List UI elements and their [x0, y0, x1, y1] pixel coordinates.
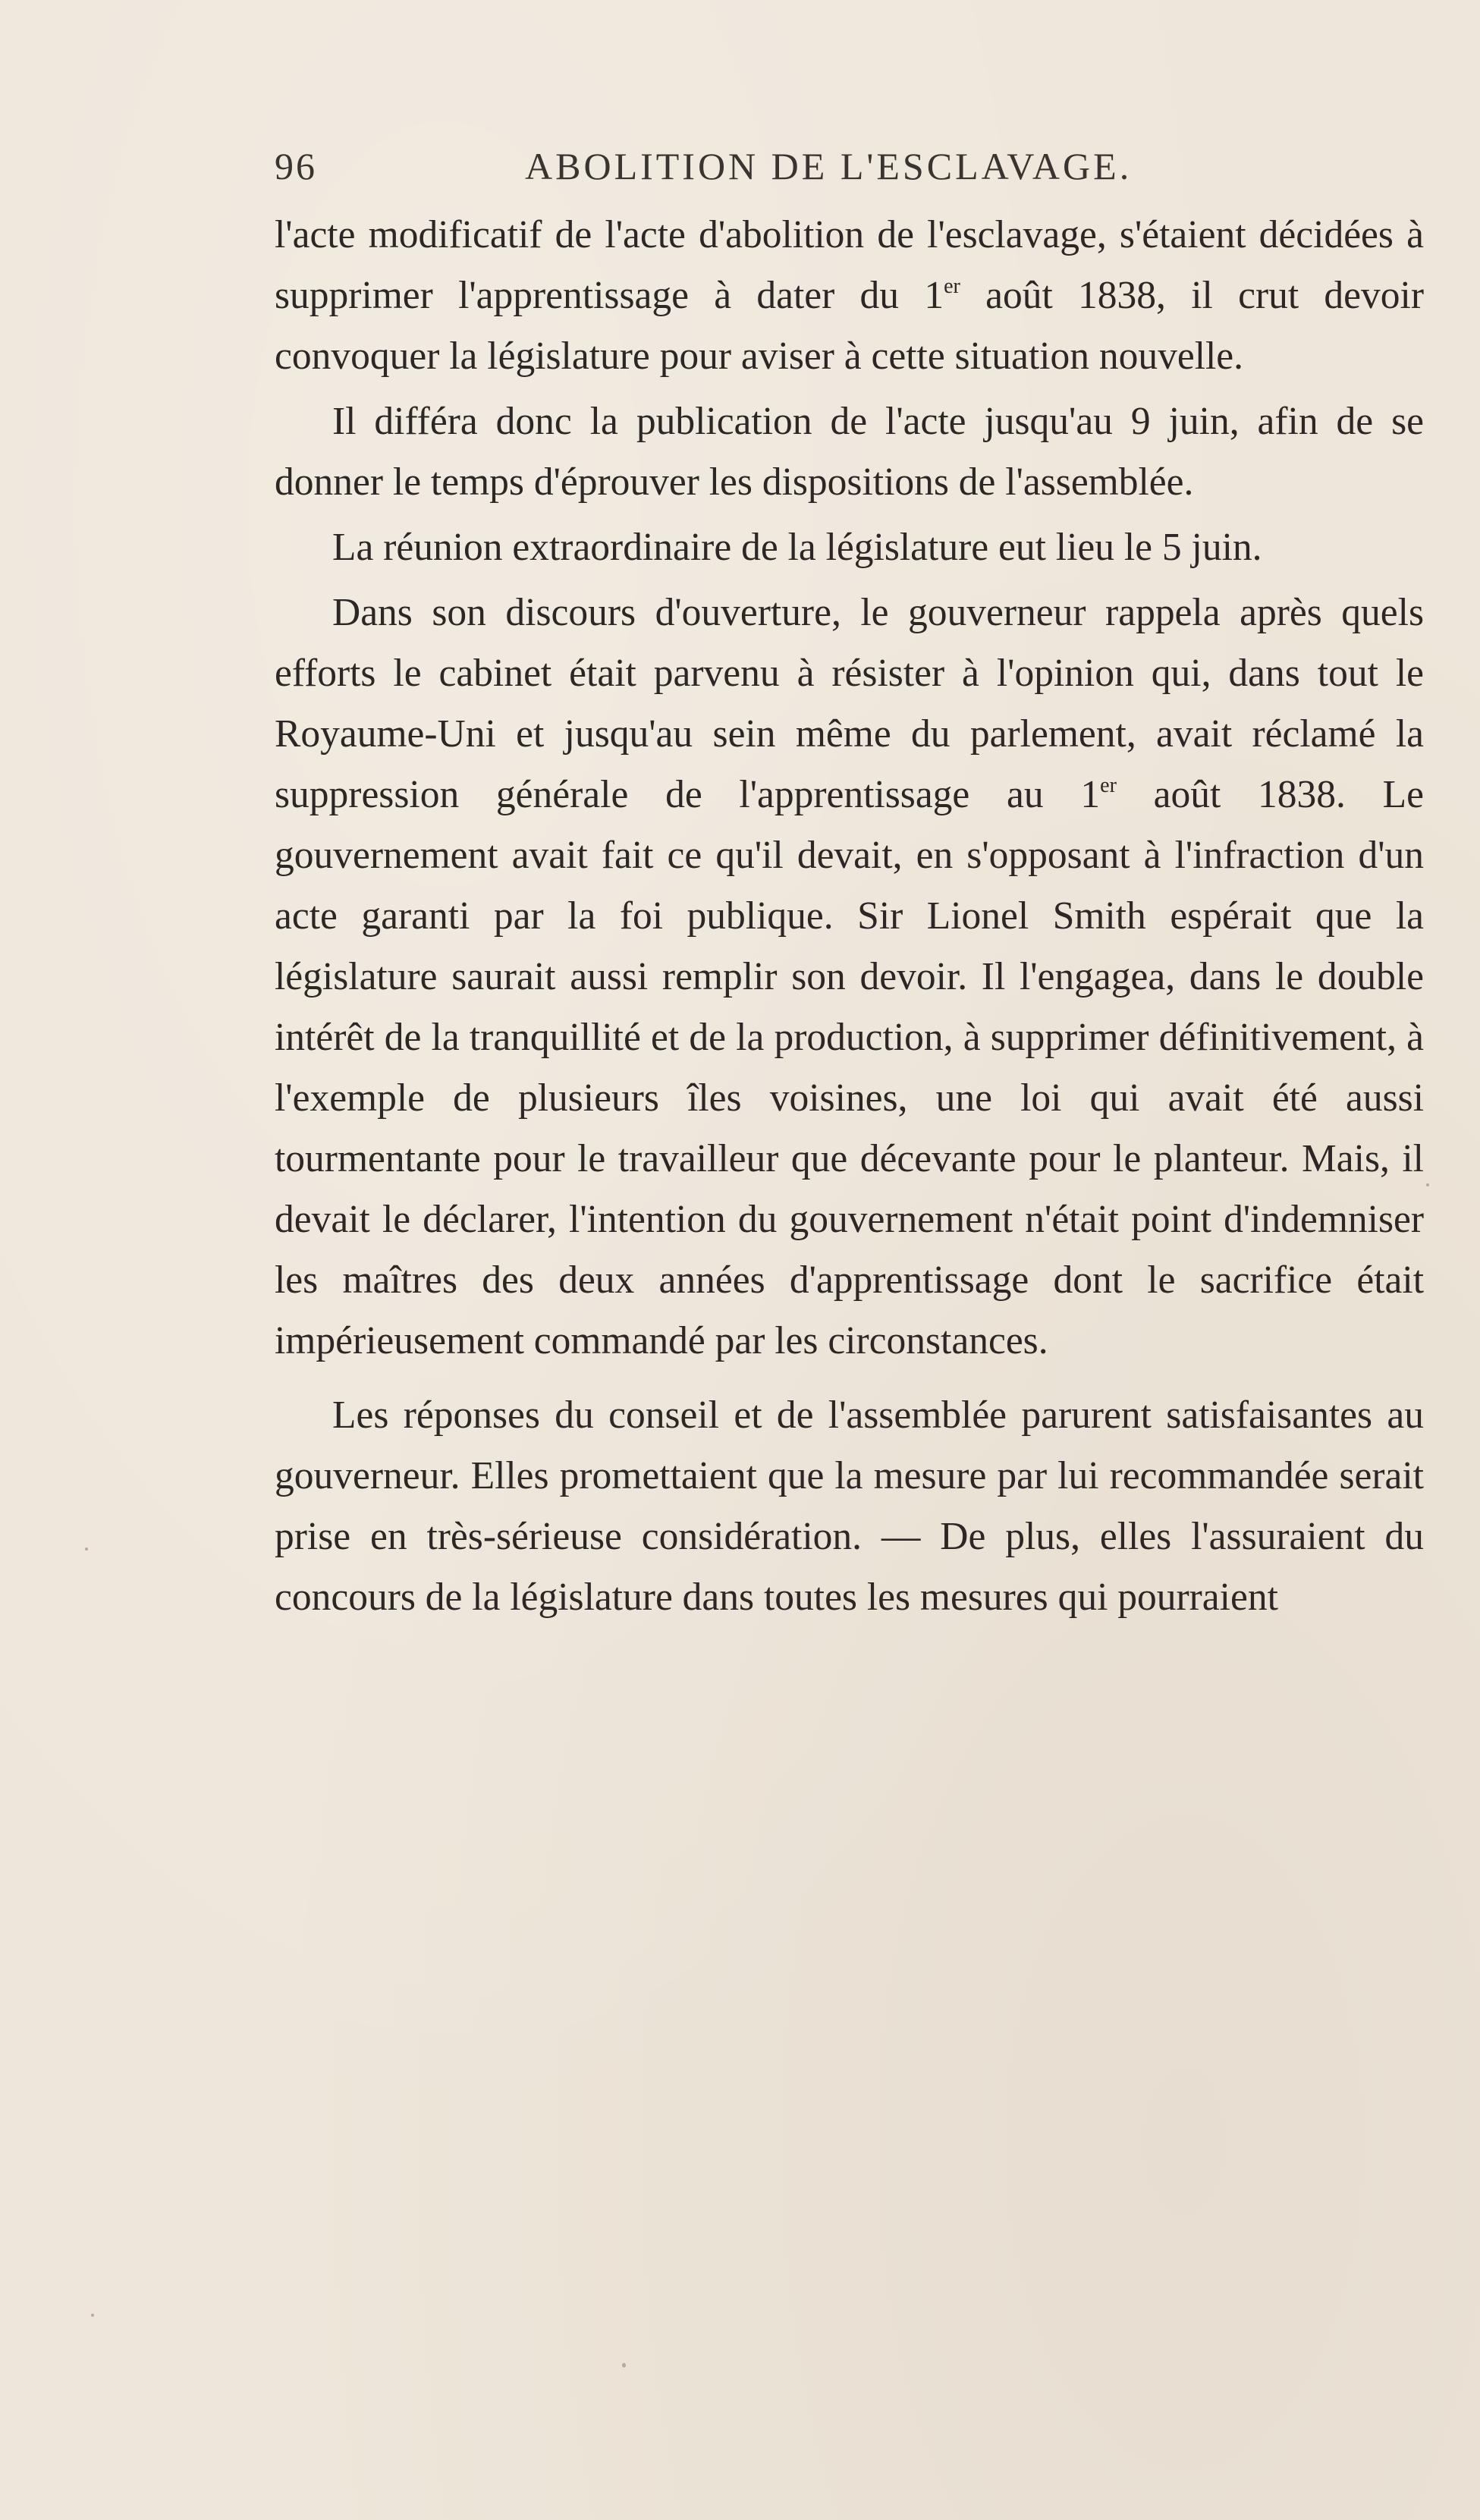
paper-speck: [85, 1548, 88, 1551]
paper-speck: [622, 2363, 626, 2368]
page-number: 96: [275, 145, 317, 187]
paragraph-5: [275, 1385, 1424, 1628]
ordinal-superscript: er: [1100, 774, 1117, 797]
body-text: [275, 205, 1424, 1628]
paper-speck: [91, 2314, 94, 2317]
page-header: [275, 144, 1236, 197]
text-run: août 1838. Le gouvernement avait fait ce qu'il devait, en s'opposant à l'infraction d'un acte garanti par la foi publique. Sir Lionel Smith espérait que la législature saurait aussi remplir son devoir. Il l'engagea, dans le double intérêt de la tranquillité et de la production, à supprimer définitivement, à l'exemple de plusieurs îles voisines, une loi qui avait été aussi tourmentante pour le travailleur que décevante pour le planteur. Mais, il devait le déclarer, l'intention du gouvernement n'était point d'indemniser les maîtres des deux années d'apprentissage dont le sacrifice était impérieusement commandé par les circonstances.: [275, 773, 1424, 1362]
text-run: août 1838, il crut devoir convoquer la législature pour aviser à cette situation nouvelle.: [275, 274, 1424, 378]
text-run: Dans son discours d'ouverture, le gouverneur rappela après quels efforts le cabinet était parvenu à résister à l'opinion qui, dans tout le Royaume-Uni et jusqu'au sein même du parlement, avait réclamé la suppression générale de l'apprentissage au 1: [275, 591, 1424, 816]
paper-speck: [1426, 1183, 1429, 1186]
paragraph-2: [275, 391, 1424, 513]
text-run: Il différa donc la publication de l'acte jusqu'au 9 juin, afin de se donner le temps d'éprouver les dispositions de l'assemblée.: [275, 400, 1424, 504]
paragraph-3: [275, 517, 1424, 578]
text-run: Les réponses du conseil et de l'assemblée parurent satisfaisantes au gouverneur. Elles promettaient que la mesure par lui recommandée serait prise en très-sérieuse considération. — De plus, elles l'assuraient du concours de la législature dans toutes les mesures qui pourraient: [275, 1394, 1424, 1619]
text-run: La réunion extraordinaire de la législature eut lieu le 5 juin.: [332, 526, 1262, 569]
text-run: l'acte modificatif de l'acte d'abolition de l'esclavage, s'étaient décidées à supprimer l'apprentissage à dater du 1: [275, 213, 1424, 317]
paragraph-4: [275, 583, 1424, 1372]
paragraph-1: [275, 205, 1424, 387]
ordinal-superscript: er: [944, 275, 960, 298]
running-title: ABOLITION DE L'ESCLAVAGE.: [525, 145, 1133, 187]
